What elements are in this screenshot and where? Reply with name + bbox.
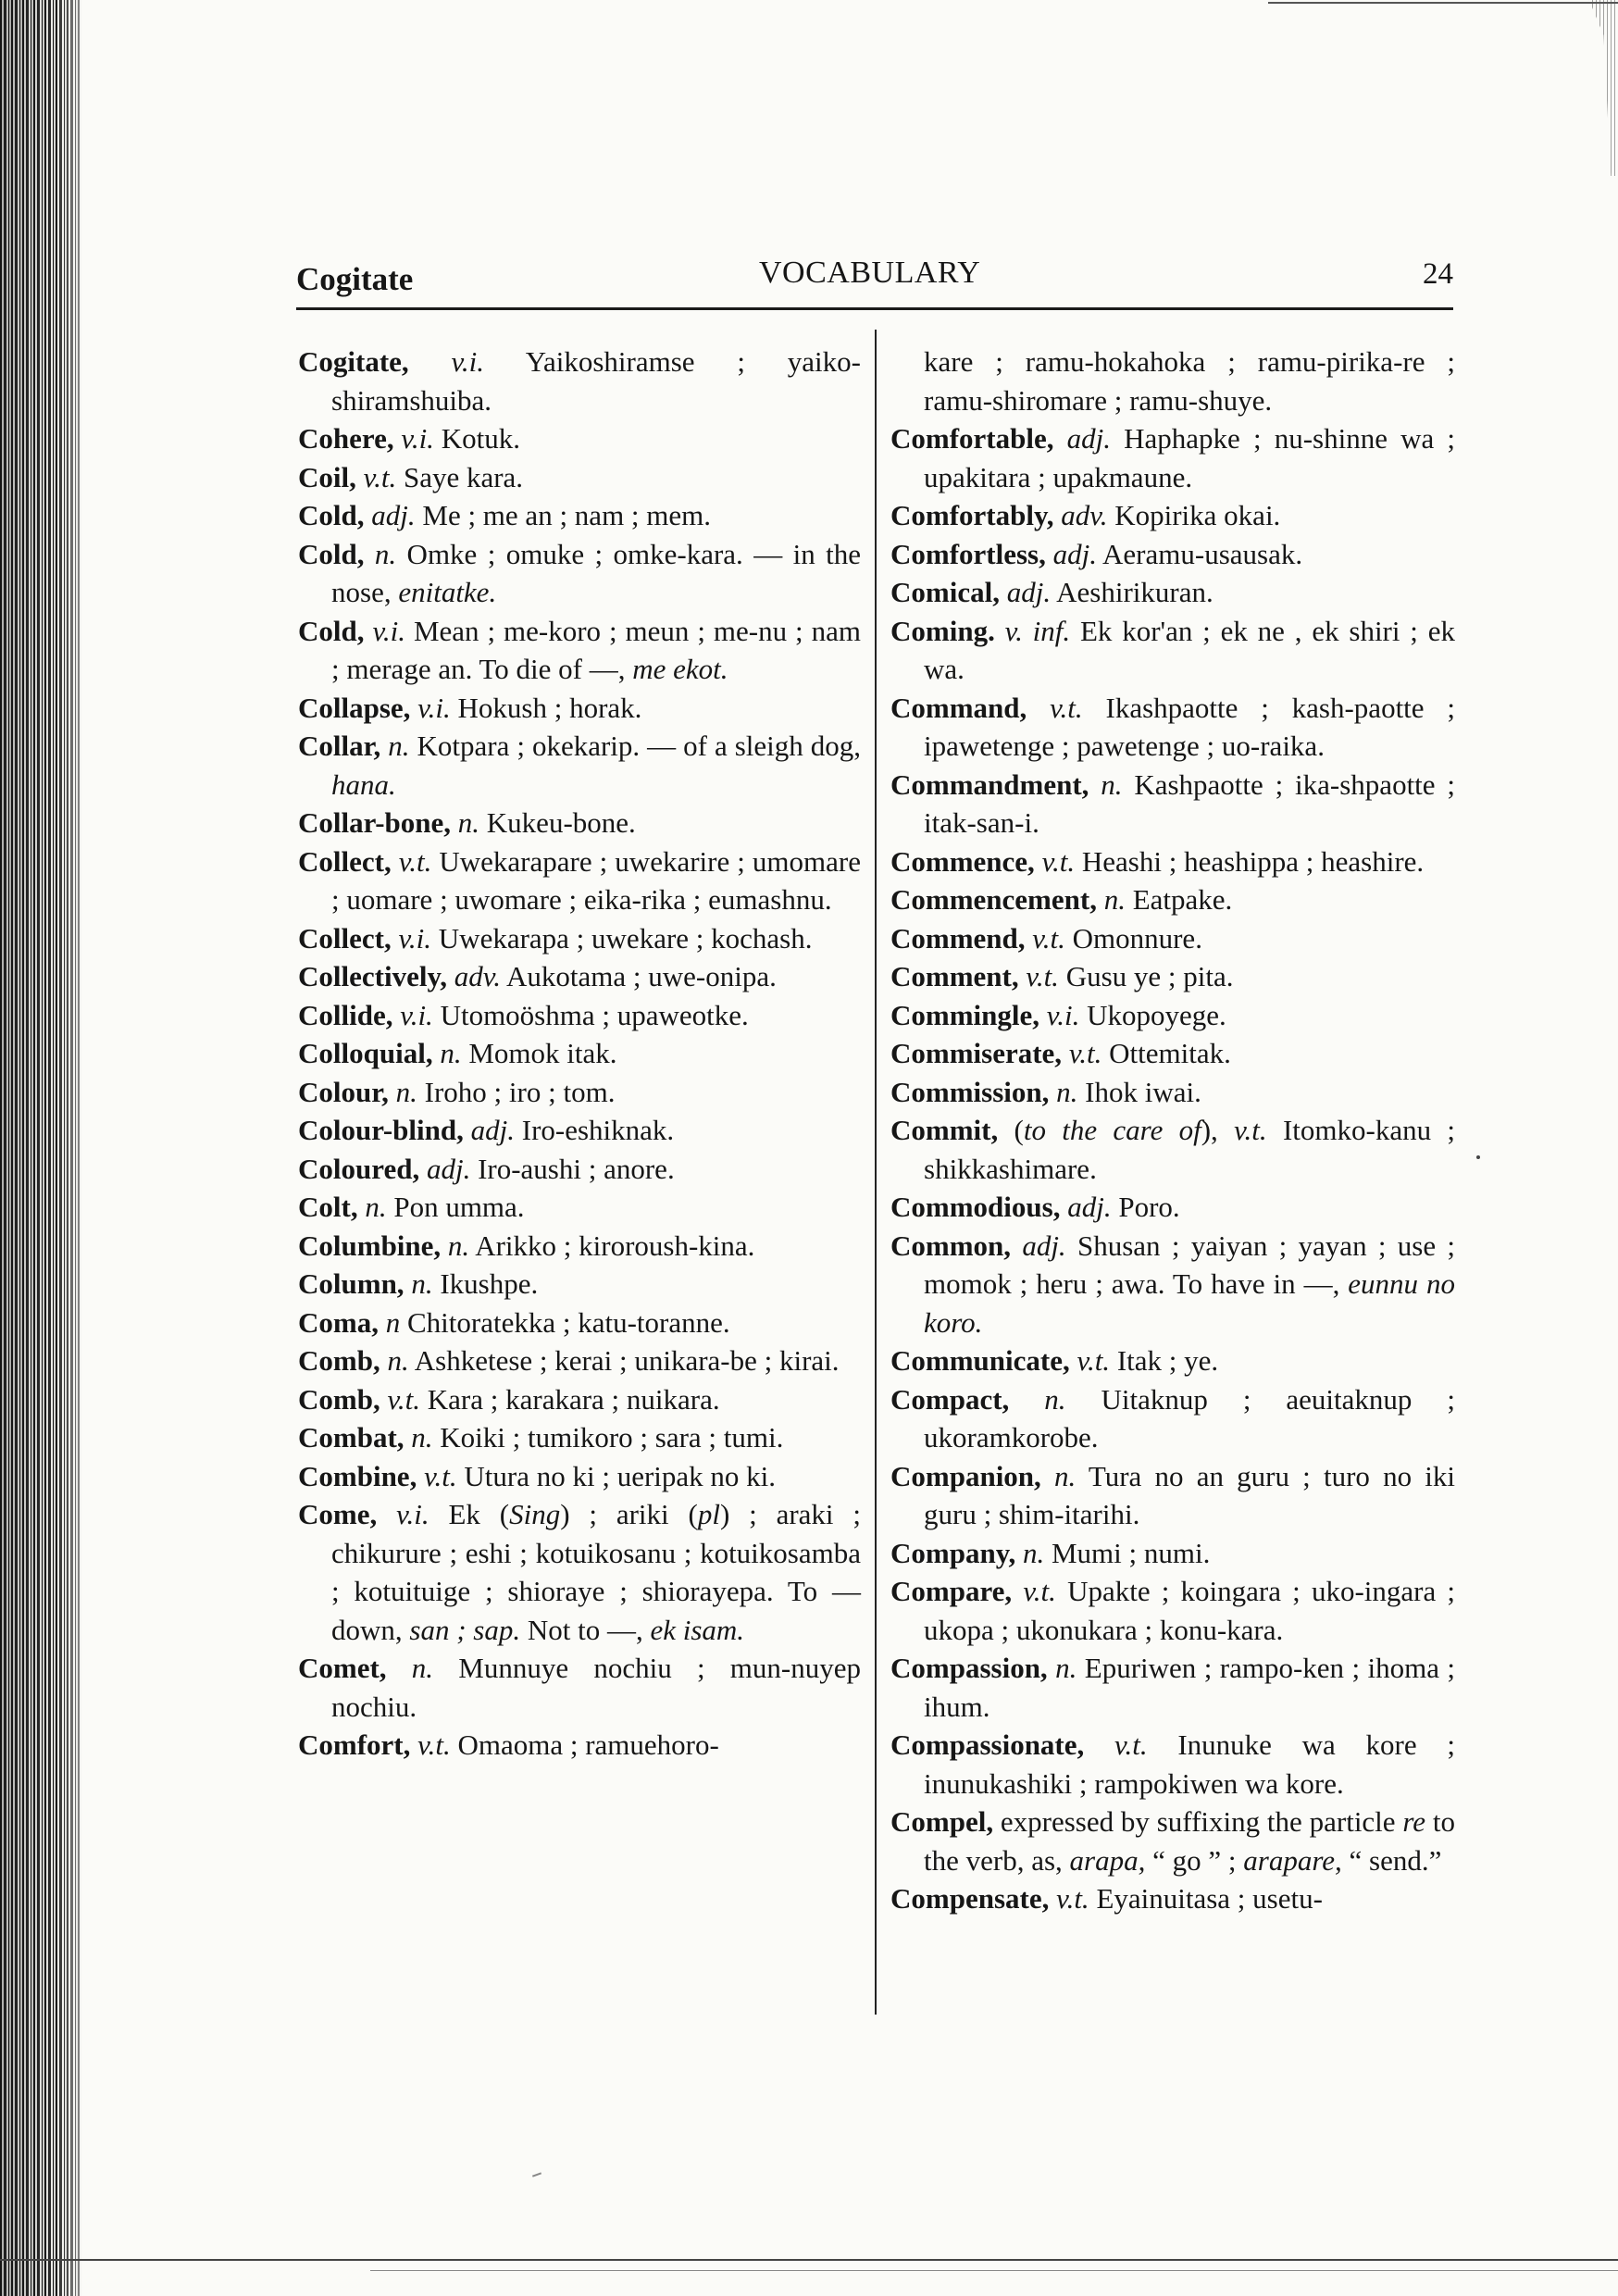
entry-definition: ( xyxy=(998,1114,1024,1146)
entry-definition: to the verb, as, xyxy=(924,1805,1455,1877)
dictionary-entry xyxy=(298,957,861,996)
entry-definition: Poro. xyxy=(1111,1191,1180,1223)
dictionary-entry xyxy=(298,1227,861,1266)
entry-definition: Aukotama ; uwe-onipa. xyxy=(500,960,777,992)
entry-headword: Compassion, xyxy=(890,1652,1048,1684)
entry-part-of-speech: n. xyxy=(1009,1382,1066,1416)
entry-part-of-speech: v.t. xyxy=(1025,921,1065,955)
dictionary-entry xyxy=(298,1073,861,1112)
entry-part-of-speech: n. xyxy=(441,1229,470,1262)
entry-part-of-speech: adj. xyxy=(364,499,416,531)
dictionary-entry xyxy=(890,1457,1455,1534)
entry-definition: Aeramu-usausak. xyxy=(1097,537,1303,570)
entry-definition: Ek ( xyxy=(429,1498,510,1530)
entry-definition: Kotuk. xyxy=(433,422,520,455)
entry-definition: Chitoratekka ; katu-toranne. xyxy=(400,1305,730,1339)
entry-definition: Me ; me an ; nam ; mem. xyxy=(415,499,712,531)
entry-headword: Comfort, xyxy=(298,1728,411,1761)
entry-headword: Compensate, xyxy=(890,1882,1050,1915)
dictionary-entry xyxy=(890,1073,1455,1112)
entry-definition: Itak ; ye. xyxy=(1110,1344,1219,1377)
entry-part-of-speech: v.t. xyxy=(410,1728,451,1761)
entry-definition: Eatpake. xyxy=(1125,883,1233,916)
entry-part-of-speech: v.i. xyxy=(391,921,432,955)
entry-part-of-speech: v.t. xyxy=(1234,1114,1267,1146)
entry-definition: Mumi ; numi. xyxy=(1044,1536,1211,1569)
dictionary-entry xyxy=(890,343,1455,419)
dictionary-entry xyxy=(298,535,861,612)
entry-definition: Yaikoshiramse ; yaiko-shiramshuiba. xyxy=(331,345,861,417)
entry-part-of-speech: v.t. xyxy=(380,1382,421,1416)
entry-definition: Kotpara ; okekarip. — of a sleigh dog, xyxy=(409,730,862,762)
entry-part-of-speech: v. inf. xyxy=(994,614,1071,647)
entry-definition: Munnuye nochiu ; mun-nuyep nochiu. xyxy=(331,1652,862,1723)
entry-headword: Cohere, xyxy=(298,422,394,455)
bottom-edge-rule xyxy=(370,2270,1618,2271)
dictionary-entry xyxy=(298,458,861,497)
header-section-title: VOCABULARY xyxy=(759,256,981,290)
entry-definition: Kashpaotte ; ika-shpaotte ; itak-san-i. xyxy=(924,767,1455,839)
entry-definition: Kopirika okai. xyxy=(1107,499,1281,531)
entry-part-of-speech: n. xyxy=(1040,1459,1077,1492)
entry-part-of-speech: v.t. xyxy=(391,844,432,878)
entry-headword: Comb, xyxy=(298,1344,380,1377)
entry-part-of-speech: v.i. xyxy=(1039,998,1080,1031)
entry-part-of-speech: v.t. xyxy=(1049,1882,1089,1915)
entry-headword: Communicate, xyxy=(890,1344,1070,1377)
dictionary-entry xyxy=(890,535,1455,574)
dictionary-entry xyxy=(298,1265,861,1304)
entry-headword: Commandment, xyxy=(890,767,1089,801)
entry-part-of-speech: v.i. xyxy=(377,1498,429,1530)
entry-headword: Column, xyxy=(298,1267,404,1300)
entry-definition: Uwekarapare ; uwekarire ; umomare ; uomare ; uwomare ; eika-rika ; eumashnu. xyxy=(331,844,861,916)
dictionary-entry xyxy=(890,1879,1455,1918)
entry-headword: Common, xyxy=(890,1229,1012,1262)
dictionary-entry xyxy=(890,880,1455,919)
page-header xyxy=(296,252,1453,298)
entry-headword: Compare, xyxy=(890,1575,1013,1607)
entry-definition: Tura no an guru ; turo no iki guru ; shim-itarihi. xyxy=(924,1459,1456,1530)
entry-headword: Comical, xyxy=(890,576,1000,608)
entry-part-of-speech: n. xyxy=(404,1421,433,1454)
entry-part-of-speech: n. xyxy=(1015,1536,1045,1569)
entry-italic-phrase: enitatke. xyxy=(398,576,497,608)
entry-definition: Epuriwen ; rampo-ken ; ihoma ; ihum. xyxy=(924,1652,1455,1723)
dictionary-entry xyxy=(890,1380,1455,1457)
entry-headword: Colour-blind, xyxy=(298,1114,464,1146)
entry-headword: Comfortably, xyxy=(890,499,1054,531)
entry-definition: Gusu ye ; pita. xyxy=(1058,960,1234,992)
entry-headword: Collar, xyxy=(298,730,381,762)
entry-definition: Utura no ki ; ueripak no ki. xyxy=(456,1459,777,1492)
entry-headword: Cold, xyxy=(298,537,365,570)
entry-headword: Commiserate, xyxy=(890,1037,1063,1069)
dictionary-entry xyxy=(298,1341,861,1380)
entry-headword: Comfortless, xyxy=(890,537,1046,570)
entry-headword: Combine, xyxy=(298,1459,417,1492)
entry-part-of-speech: n. xyxy=(357,1191,387,1223)
entry-part-of-speech: v.t. xyxy=(1012,1575,1056,1607)
entry-italic-phrase: arapa, xyxy=(1069,1843,1146,1877)
entry-part-of-speech: v.t. xyxy=(417,1459,457,1492)
entry-headword: Colour, xyxy=(298,1075,389,1108)
entry-part-of-speech: adv. xyxy=(446,960,501,992)
entry-definition: Inunuke wa kore ; inunukashiki ; rampokiwen wa kore. xyxy=(924,1728,1455,1800)
dictionary-entry xyxy=(890,1803,1455,1879)
entry-part-of-speech: v.t. xyxy=(1018,960,1059,992)
entry-definition: ) ; ariki ( xyxy=(560,1498,698,1530)
entry-headword: Coming. xyxy=(890,614,995,647)
dictionary-entry xyxy=(298,996,861,1035)
entry-definition: Upakte ; koingara ; uko-ingara ; ukopa ; ukonukara ; konu-kara. xyxy=(924,1575,1456,1646)
entry-italic-phrase: hana. xyxy=(331,767,396,801)
entry-definition: Momok itak. xyxy=(461,1037,617,1069)
top-edge-rule xyxy=(1268,2,1618,4)
entry-part-of-speech: v.t. xyxy=(1084,1728,1148,1761)
entry-part-of-speech: n. xyxy=(1047,1652,1077,1684)
entry-part-of-speech: n. xyxy=(432,1037,462,1069)
dictionary-entry xyxy=(890,1034,1455,1073)
dictionary-entry xyxy=(298,804,861,842)
entry-definition: Uitaknup ; aeuitaknup ; ukoramkorobe. xyxy=(924,1382,1455,1454)
dictionary-entry xyxy=(298,1111,861,1150)
entry-headword: Cogitate, xyxy=(298,345,409,378)
dictionary-entry xyxy=(298,842,861,919)
entry-definition: Not to —, xyxy=(520,1613,651,1646)
entry-headword: Commission, xyxy=(890,1075,1050,1108)
entry-headword: Collect, xyxy=(298,844,392,878)
entry-italic-phrase: arapare, xyxy=(1243,1843,1342,1877)
entry-part-of-speech: adv. xyxy=(1053,499,1108,531)
dictionary-entry xyxy=(890,1649,1455,1726)
entry-headword: Comfortable, xyxy=(890,422,1054,455)
entry-headword: Collapse, xyxy=(298,691,411,724)
entry-definition: Koiki ; tumikoro ; sara ; tumi. xyxy=(432,1421,784,1454)
entry-headword: Company, xyxy=(890,1536,1016,1569)
entry-part-of-speech: n. xyxy=(451,806,480,839)
entry-headword: Comment, xyxy=(890,960,1019,992)
entry-definition: Ukopoyege. xyxy=(1079,998,1226,1031)
dictionary-entry xyxy=(298,419,861,458)
entry-headword: Compact, xyxy=(890,1382,1010,1416)
entry-definition: Mean ; me-koro ; meun ; me-nu ; nam ; merage an. To die of —, xyxy=(331,614,861,685)
dictionary-entry xyxy=(890,573,1455,612)
entry-definition: kare ; ramu-hokahoka ; ramu-pirika-re ; ramu-shiromare ; ramu-shuye. xyxy=(924,345,1455,417)
entry-part-of-speech: v.i. xyxy=(410,691,451,724)
entry-part-of-speech: v.i. xyxy=(408,345,485,378)
entry-headword: Collar-bone, xyxy=(298,806,452,839)
entry-part-of-speech: adj. xyxy=(1045,537,1097,570)
entry-headword: Combat, xyxy=(298,1421,404,1454)
dictionary-entry xyxy=(298,1034,861,1073)
entry-headword: Commodious, xyxy=(890,1191,1061,1223)
entry-part-of-speech: adj. xyxy=(1011,1229,1066,1262)
entry-part-of-speech: n. xyxy=(380,730,410,762)
dictionary-entry xyxy=(890,766,1455,842)
dictionary-entry xyxy=(890,1111,1455,1188)
entry-part-of-speech: adj. xyxy=(463,1114,515,1146)
entry-part-of-speech: v.t. xyxy=(1069,1344,1111,1377)
dictionary-entry xyxy=(298,1188,861,1227)
entry-definition: Ikashpaotte ; kash-paotte ; ipawetenge ; pawetenge ; uo-raika. xyxy=(924,691,1455,762)
entry-part-of-speech: v.t. xyxy=(1027,691,1083,724)
entry-headword: Coma, xyxy=(298,1305,379,1339)
entry-definition: “ send.” xyxy=(1341,1843,1442,1877)
entry-part-of-speech: v.t. xyxy=(1034,844,1076,878)
dictionary-entry xyxy=(890,1227,1455,1342)
entry-definition: Heashi ; heashippa ; heashire. xyxy=(1075,844,1425,878)
dictionary-entry xyxy=(298,727,861,804)
entry-headword: Commit, xyxy=(890,1114,999,1146)
header-guide-word: Cogitate xyxy=(296,261,414,297)
entry-definition: Pon umma. xyxy=(386,1191,525,1223)
entry-part-of-speech: n. xyxy=(380,1344,409,1377)
entry-part-of-speech: adj. xyxy=(1060,1191,1112,1223)
entry-headword: Colt, xyxy=(298,1191,358,1223)
dictionary-entry xyxy=(890,1341,1455,1380)
entry-part-of-speech: v.t. xyxy=(355,460,397,493)
entry-italic-phrase: re xyxy=(1402,1805,1426,1838)
entry-headword: Coloured, xyxy=(298,1152,420,1185)
entry-definition: Iro-aushi ; anore. xyxy=(470,1152,675,1185)
entry-headword: Collide, xyxy=(298,998,393,1031)
entry-part-of-speech: adj. xyxy=(999,576,1052,608)
entry-headword: Columbine, xyxy=(298,1229,442,1262)
dictionary-entry xyxy=(298,1304,861,1342)
left-column xyxy=(298,343,861,1765)
entry-headword: Coil, xyxy=(298,460,356,493)
entry-definition: Aeshirikuran. xyxy=(1051,576,1214,608)
entry-italic-phrase: pl xyxy=(697,1498,720,1530)
dictionary-entry xyxy=(298,689,861,728)
header-rule xyxy=(296,307,1453,310)
dictionary-entry xyxy=(890,1572,1455,1649)
dictionary-entry xyxy=(890,419,1455,496)
entry-italic-phrase: eunnu no koro. xyxy=(924,1267,1455,1339)
entry-headword: Commingle, xyxy=(890,998,1040,1031)
stray-mark xyxy=(1476,1155,1480,1159)
entry-definition: Saye kara. xyxy=(396,460,524,493)
entry-headword: Collectively, xyxy=(298,960,447,992)
dictionary-entry xyxy=(298,612,861,689)
entry-headword: Command, xyxy=(890,691,1027,724)
entry-definition: Ottemitak. xyxy=(1101,1037,1231,1069)
entry-part-of-speech: n. xyxy=(1049,1075,1078,1108)
entry-headword: Commencement, xyxy=(890,883,1097,916)
entry-part-of-speech: n. xyxy=(1096,883,1126,916)
entry-definition: ), xyxy=(1201,1114,1235,1146)
entry-italic-phrase: Sing xyxy=(509,1498,561,1530)
entry-headword: Comb, xyxy=(298,1382,380,1416)
dictionary-entry xyxy=(298,496,861,535)
entry-part-of-speech: n. xyxy=(388,1075,417,1108)
entry-definition: Omonnure. xyxy=(1064,921,1202,955)
entry-headword: Come, xyxy=(298,1498,378,1530)
dictionary-entry xyxy=(890,919,1455,958)
entry-definition: “ go ” ; xyxy=(1145,1843,1244,1877)
entry-definition: Eyainuitasa ; usetu- xyxy=(1089,1882,1323,1915)
entry-definition: Ihok iwai. xyxy=(1077,1075,1201,1108)
entry-definition: expressed by suffixing the particle xyxy=(993,1805,1403,1838)
entry-part-of-speech: adj. xyxy=(419,1152,471,1185)
entry-part-of-speech: v.t. xyxy=(1062,1037,1102,1069)
entry-definition: Iroho ; iro ; tom. xyxy=(417,1075,616,1108)
bottom-edge-rule xyxy=(0,2259,1618,2261)
dictionary-entry xyxy=(890,996,1455,1035)
entry-definition: Arikko ; kiroroush-kina. xyxy=(469,1229,755,1262)
entry-definition: Shusan ; yaiyan ; yayan ; use ; momok ; heru ; awa. To have in —, xyxy=(924,1229,1455,1300)
dictionary-entry xyxy=(890,612,1455,689)
entry-definition: Utomoöshma ; upaweotke. xyxy=(432,998,749,1031)
entry-headword: Commence, xyxy=(890,844,1035,878)
dictionary-entry xyxy=(890,842,1455,881)
entry-definition: Kara ; karakara ; nuikara. xyxy=(420,1382,720,1416)
entry-headword: Collect, xyxy=(298,921,392,955)
entry-definition: Iro-eshiknak. xyxy=(515,1114,675,1146)
entry-part-of-speech: n. xyxy=(1089,767,1123,801)
entry-part-of-speech: n xyxy=(378,1305,401,1339)
entry-headword: Cold, xyxy=(298,614,365,647)
dictionary-entry xyxy=(298,919,861,958)
dictionary-entry xyxy=(298,1150,861,1189)
entry-definition: Haphapke ; nu-shinne wa ; upakitara ; upakmaune. xyxy=(924,422,1455,493)
entry-headword: Companion, xyxy=(890,1459,1041,1492)
entry-definition: Uwekarapa ; uwekare ; kochash. xyxy=(431,921,813,955)
entry-definition: Kukeu-bone. xyxy=(479,806,636,839)
entry-part-of-speech: v.i. xyxy=(392,998,433,1031)
entry-italic-phrase: san ; sap. xyxy=(409,1613,521,1646)
dictionary-entry xyxy=(298,343,861,419)
entry-definition: Ek kor'an ; ek ne , ek shiri ; ek wa. xyxy=(924,614,1455,685)
dictionary-entry xyxy=(890,957,1455,996)
entry-definition: Omke ; omuke ; omke-kara. — in the nose, xyxy=(331,537,861,608)
book-binding-edge xyxy=(0,0,81,2296)
entry-definition: Omaoma ; ramuehoro- xyxy=(450,1728,719,1761)
dictionary-entry xyxy=(298,1495,861,1649)
dictionary-entry xyxy=(298,1649,861,1726)
dictionary-entry xyxy=(890,689,1455,766)
entry-part-of-speech: n. xyxy=(364,537,397,570)
entry-part-of-speech: v.i. xyxy=(364,614,406,647)
page-corner-scan-mark xyxy=(1570,0,1618,176)
entry-definition: Ashketese ; kerai ; unikara-be ; kirai. xyxy=(408,1344,840,1377)
right-column xyxy=(890,343,1455,1918)
dictionary-entry xyxy=(890,1534,1455,1573)
entry-part-of-speech: adj. xyxy=(1053,422,1111,455)
entry-definition: Ikushpe. xyxy=(432,1267,539,1300)
entry-headword: Commend, xyxy=(890,921,1026,955)
dictionary-entry xyxy=(298,1726,861,1765)
entry-italic-phrase: me ekot. xyxy=(632,653,728,685)
column-divider xyxy=(875,330,877,2015)
entry-headword: Comet, xyxy=(298,1652,387,1684)
entry-definition: Hokush ; horak. xyxy=(450,691,642,724)
entry-definition: ) ; araki ; chikurure ; eshi ; kotuikosanu ; kotuikosamba ; kotuituige ; shioraye ; shiorayepa. To — down, xyxy=(331,1498,861,1646)
entry-headword: Compassionate, xyxy=(890,1728,1085,1761)
entry-italic-phrase: ek isam. xyxy=(650,1613,745,1646)
dictionary-entry xyxy=(298,1418,861,1457)
dictionary-entry xyxy=(890,496,1455,535)
entry-headword: Colloquial, xyxy=(298,1037,433,1069)
header-page-number: 24 xyxy=(1423,257,1453,291)
entry-part-of-speech: n. xyxy=(386,1652,434,1684)
stray-mark xyxy=(532,2172,541,2177)
dictionary-entry xyxy=(298,1380,861,1419)
entry-headword: Cold, xyxy=(298,499,365,531)
dictionary-entry xyxy=(298,1457,861,1496)
entry-part-of-speech: v.i. xyxy=(393,422,434,455)
entry-italic-phrase: to the care of xyxy=(1023,1114,1201,1146)
entry-definition: Itomko-kanu ; shikkashimare. xyxy=(924,1114,1455,1185)
entry-headword: Compel, xyxy=(890,1805,994,1838)
dictionary-entry xyxy=(890,1726,1455,1803)
dictionary-entry xyxy=(890,1188,1455,1227)
entry-part-of-speech: n. xyxy=(404,1267,433,1300)
